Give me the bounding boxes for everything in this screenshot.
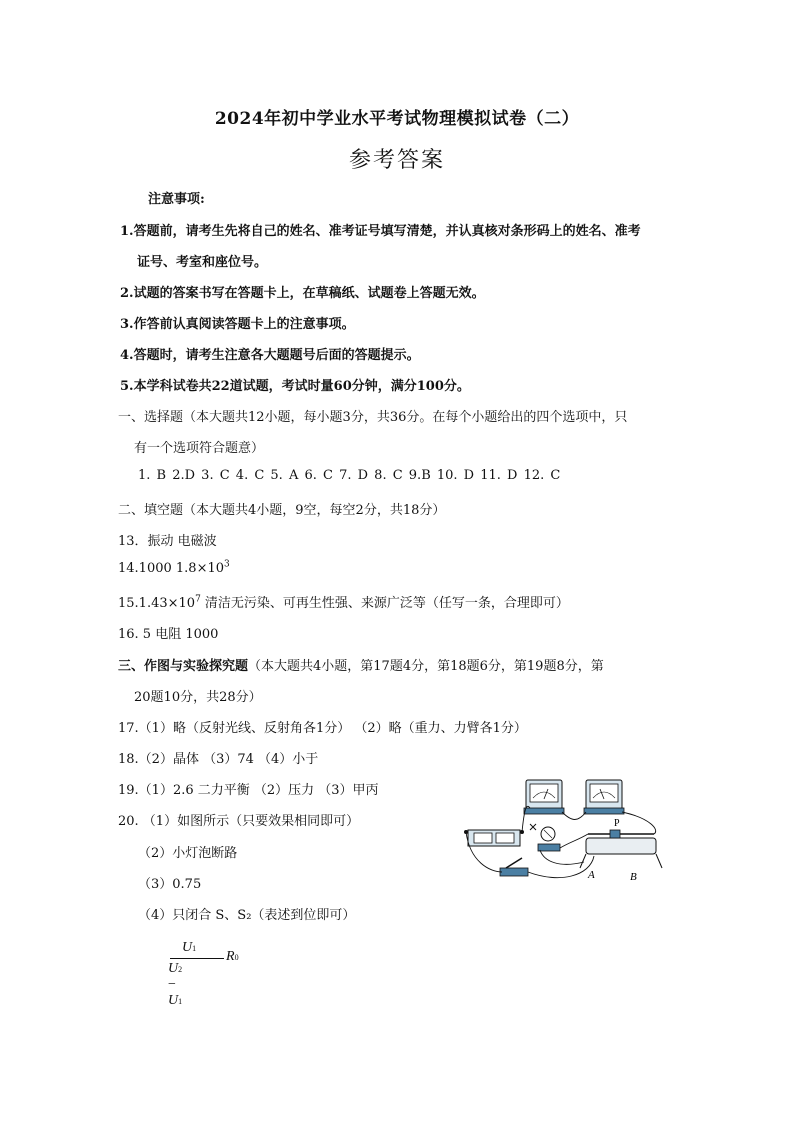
section1-answers: 1. B 2.D 3. C 4. C 5. A 6. C 7. D 8. C 9.B 10. D 11. D 12. C <box>138 468 561 483</box>
answer-18: 18.（2）晶体 （3）74 （4）小于 <box>118 752 319 767</box>
answer-20-1: 20. （1）如图所示（只要效果相同即可） <box>118 814 360 829</box>
switch-icon <box>500 858 528 876</box>
page-subtitle: 参考答案 <box>348 148 445 173</box>
answer-19: 19.（1）2.6 二力平衡 （2）压力 （3）甲丙 <box>118 783 379 798</box>
answer-14-exponent: 3 <box>224 559 230 570</box>
terminal-label-b: B <box>630 871 637 883</box>
voltmeter-icon <box>584 780 624 814</box>
answer-20-2: （2）小灯泡断路 <box>138 846 238 861</box>
section3-heading-title: 三、作图与实验探究题 <box>118 659 249 674</box>
slider-label-p: P <box>614 818 620 829</box>
ammeter-icon <box>524 780 564 814</box>
wrong-wire-mark-icon <box>530 824 536 830</box>
section2-heading: 二、填空题（本大题共4小题，9空，每空2分，共18分） <box>118 503 446 518</box>
notice-item-4: 4.答题时，请考生注意各大题题号后面的答题提示。 <box>120 348 420 363</box>
notice-item-1: 1.答题前，请考生先将自己的姓名、准考证号填写清楚，并认真核对条形码上的姓名、准考 <box>120 224 641 239</box>
answer-20-3: （3）0.75 <box>138 877 202 892</box>
answer-17: 17.（1）略（反射光线、反射角各1分） （2）略（重力、力臂各1分） <box>118 721 527 736</box>
formula-resistance: R0 <box>226 949 239 964</box>
section3-heading-rest: （本大题共4小题，第17题4分，第18题6分，第19题8分，第 <box>248 659 604 674</box>
section3-heading <box>118 655 604 674</box>
notice-item-2: 2.试题的答案书写在答题卡上，在草稿纸、试题卷上答题无效。 <box>120 286 485 301</box>
notice-item-1-cont: 证号、考室和座位号。 <box>137 255 268 270</box>
section1-heading-cont: 有一个选项符合题意） <box>134 441 265 456</box>
section1-heading: 一、选择题（本大题共12小题，每小题3分，共36分。在每个小题给出的四个选项中，只 <box>118 410 628 425</box>
light-bulb-icon <box>538 827 560 851</box>
answer-15-text: 15.1.43×10 <box>118 596 196 611</box>
formula-numerator: U1 <box>182 940 197 955</box>
answer-14 <box>118 561 230 576</box>
answer-13: 13．振动 电磁波 <box>118 534 217 549</box>
fraction-bar <box>170 958 224 959</box>
terminal-label-a: A <box>588 869 595 881</box>
answer-15 <box>118 592 569 611</box>
notice-item-3: 3.作答前认真阅读答题卡上的注意事项。 <box>120 317 355 332</box>
answer-15-exponent: 7 <box>195 594 201 605</box>
formula-denominator: U2 − U1 <box>168 961 183 1008</box>
answer-16: 16. 5 电阻 1000 <box>118 627 219 642</box>
section3-heading-cont: 20题10分，共28分） <box>134 690 262 705</box>
answer-20-4: （4）只闭合 S、S₂（表述到位即可） <box>138 908 356 923</box>
circuit-diagram <box>460 772 670 890</box>
notice-heading: 注意事项: <box>148 192 205 207</box>
answer-15-note: 清洁无污染、可再生性强、来源广泛等（任写一条，合理即可） <box>200 596 569 611</box>
answer-14-text: 14.1000 1.8×10 <box>118 561 224 576</box>
page-title: 2024年初中学业水平考试物理模拟试卷（二） <box>214 109 580 129</box>
notice-item-5: 5.本学科试卷共22道试题，考试时量60分钟，满分100分。 <box>120 379 470 394</box>
battery-pack-icon <box>464 830 524 846</box>
